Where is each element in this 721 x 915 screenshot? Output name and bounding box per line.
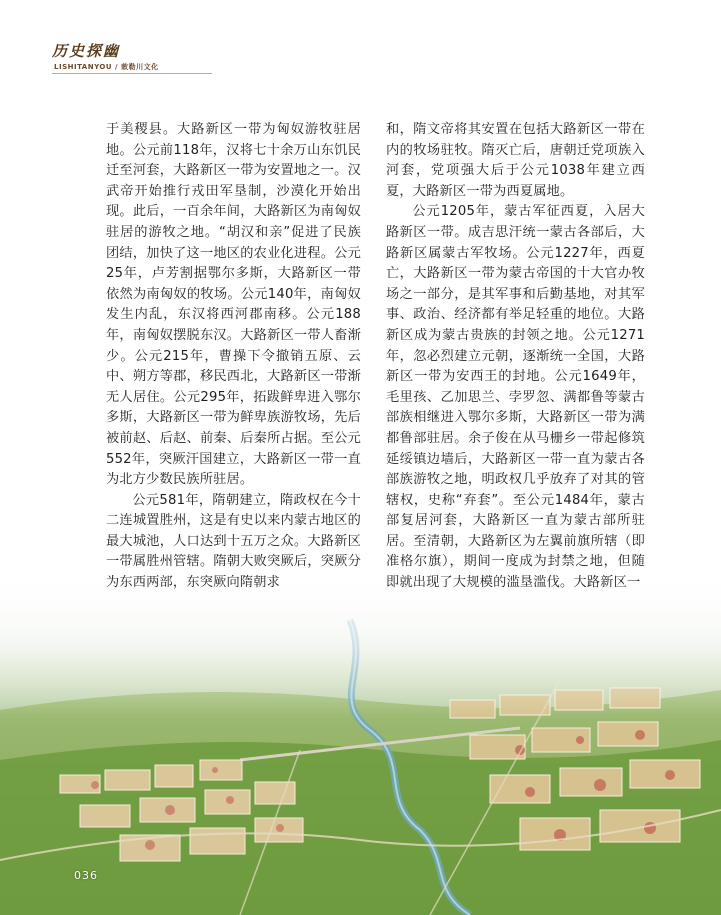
section-title: 历史探幽: [52, 42, 121, 60]
subtitle-separator: /: [115, 63, 119, 71]
page-number: 036: [74, 869, 98, 882]
article-column-left: [106, 120, 361, 594]
section-subtitle-en: LISHITANYOU: [54, 63, 113, 71]
section-subtitle: [54, 62, 159, 72]
section-header: [52, 40, 352, 80]
article-column-right: [386, 120, 645, 594]
header-rule: [52, 73, 212, 74]
article-paragraph: 和，隋文帝将其安置在包括大路新区一带在内的牧场驻牧。隋灭亡后，唐朝迁党项族入河套，党项强大后于公元1038年建立西夏，大路新区一带为西夏属地。: [386, 122, 645, 199]
aerial-city-illustration: [0, 560, 721, 915]
section-subtitle-cn: 敕勒川文化: [121, 63, 159, 71]
article-paragraph: 公元1205年，蒙古军征西夏，入居大路新区一带。成吉思汗统一蒙古各部后，大路新区属蒙古军牧场。公元1227年，西夏亡，大路新区一带为蒙古帝国的十大官办牧场之一部分，是其军事和后勤基地，对其军事、政治、经济都有举足轻重的地位。大路新区成为蒙古贵族的封领之地。公元1271年，忽必烈建立元朝，逐渐统一全国，大路新区一带为安西王的封地。公元1649年，毛里孩、乙加思兰、孛罗忽、满都鲁等蒙古部族相继进入鄂尔多斯，大路新区一带为满都鲁部驻居。余子俊在从马栅乡一带起修筑延绥镇边墙后，大路新区一带一直为蒙古各部族游牧之地，明政权几乎放弃了对其的管辖权，史称“弃套”。至公元1484年，蒙古部复居河套，大路新区一直为蒙古部所驻居。至清朝，大路新区为左翼前旗所辖（即准格尔旗），期间一度成为封禁之地，但随即就出现了大规模的滥垦滥伐。大路新区一: [386, 204, 645, 591]
article-paragraph: 公元581年，隋朝建立，隋政权在今十二连城置胜州，这是有史以来内蒙古地区的最大城池，人口达到十五万之众。大路新区一带属胜州管辖。隋朝大败突厥后，突厥分为东西两部，东突厥向隋朝求: [106, 492, 361, 591]
article-paragraph: 于美稷县。大路新区一带为匈奴游牧驻居地。公元前118年，汉将七十余万山东饥民迁至河套，大路新区一带为安置地之一。汉武帝开始推行戎田军垦制，沙漠化开始出现。此后，一百余年间，大路新区为南匈奴驻居的游牧之地。“胡汉和亲”促进了民族团结，加快了这一地区的农业化进程。公元25年，卢芳割据鄂尔多斯，大路新区一带依然为南匈奴的牧场。公元140年，南匈奴发生内乱，东汉将西河郡南移。公元188年，南匈奴摆脱东汉。大路新区一带人畜渐少。公元215年，曹操下令撤销五原、云中、朔方等郡，移民西北，大路新区一带渐无人居住。公元295年，拓跋鲜卑进入鄂尔多斯，大路新区一带为鲜卑族游牧场，先后被前赵、后赵、前秦、后秦所占据。至公元552年，突厥汗国建立，大路新区一带一直为北方少数民族所驻居。: [106, 122, 361, 488]
